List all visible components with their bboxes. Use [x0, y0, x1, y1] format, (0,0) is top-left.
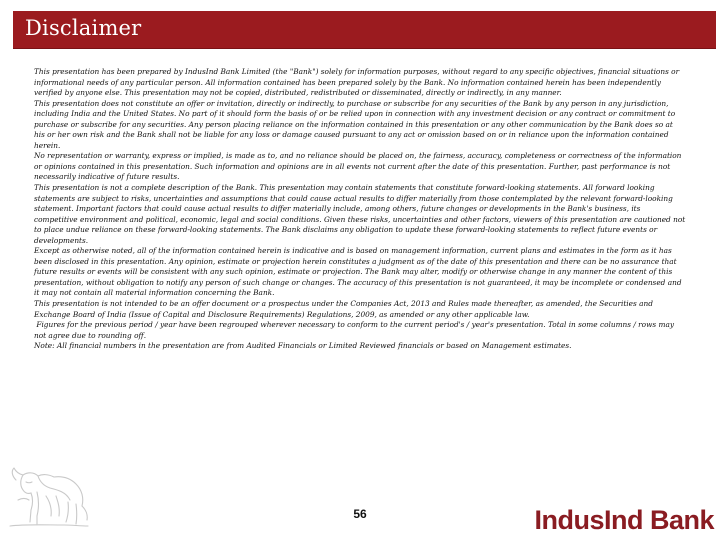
disclaimer-paragraph: This presentation is not a complete description of the Bank. This presentation may contain statements that constitute forward-looking statements. All forward looking statements are subject to risks, uncertainties and assumptions that could cause actual results to differ materially from those contemplated by the relevant forward-looking statement. Important factors that could cause actual results to differ materially include, among others, future changes or developments in the Bank's business, its competitive environment and political, economic, legal and social conditions. Given these risks, uncertainties and other factors, viewers of this presentation are cautioned not to place undue reliance on these forward-looking statements. The Bank disclaims any obligation to update these forward-looking statements to reflect future events or developments. — [34, 183, 686, 245]
disclaimer-paragraph: This presentation does not constitute an offer or invitation, directly or indirectly, to purchase or subscribe for any securities of the Bank by any person in any jurisdiction, including India and the United States. No part of it should form the basis of or be relied upon in connection with any investment decision or any contract or commitment to purchase or subscribe for any securities. Any person placing reliance on the information contained in this presentation or any other communication by the Bank does so at his or her own risk and the Bank shall not be liable for any loss or damage caused pursuant to any act or omission based on or in reliance upon the information contained herein. — [34, 98, 676, 150]
disclaimer-paragraph: This presentation is not intended to be an offer document or a prospectus under the Companies Act, 2013 and Rules made thereafter, as amended, the Securities and Exchange Board of India (Issue of Capital and Disclosure Requirements) Regulations, 2009, as amended or any other applicable law. — [34, 299, 653, 319]
disclaimer-body — [34, 67, 686, 352]
brand-logo: IndusInd Bank — [534, 505, 714, 535]
page-title: Disclaimer — [25, 16, 142, 40]
disclaimer-paragraph: Figures for the previous period / year have been regrouped wherever necessary to conform to the current period's / year's presentation. Total in some columns / rows may not agree due to rounding off. — [34, 320, 677, 340]
header-bar — [13, 11, 716, 49]
disclaimer-paragraph: This presentation has been prepared by IndusInd Bank Limited (the "Bank") solely for information purposes, without regard to any specific objectives, financial situations or informational needs of any particular person. All information contained has been prepared solely by the Bank. No information contained herein has been independently verified by anyone else. This presentation may not be copied, distributed, redistributed or disseminated, directly or indirectly, in any manner. — [34, 67, 680, 98]
disclaimer-paragraph: Note: All financial numbers in the presentation are from Audited Financials or Limited Reviewed financials or based on Management estimates. — [34, 341, 572, 351]
disclaimer-paragraph: No representation or warranty, express or implied, is made as to, and no reliance should be placed on, the fairness, accuracy, completeness or correctness of the information or opinions contained in this presentation. Such information and opinions are in all events not current after the date of this presentation. Further, past performance is not necessarily indicative of future results. — [34, 151, 682, 182]
disclaimer-paragraph: Except as otherwise noted, all of the information contained herein is indicative and is based on management information, current plans and estimates in the form as it has been disclosed in this presentation. Any opinion, estimate or projection herein constitutes a judgment as of the date of this presentation and there can be no assurance that future results or events will be consistent with any such opinion, estimate or projection. The Bank may alter, modify or otherwise change in any manner the content of this presentation, without obligation to notify any person of such change or changes. The accuracy of this presentation is not guaranteed, it may be incomplete or condensed and it may not contain all material information concerning the Bank. — [34, 246, 682, 298]
page-number: 56 — [353, 507, 367, 521]
bull-logo-icon — [6, 462, 92, 532]
